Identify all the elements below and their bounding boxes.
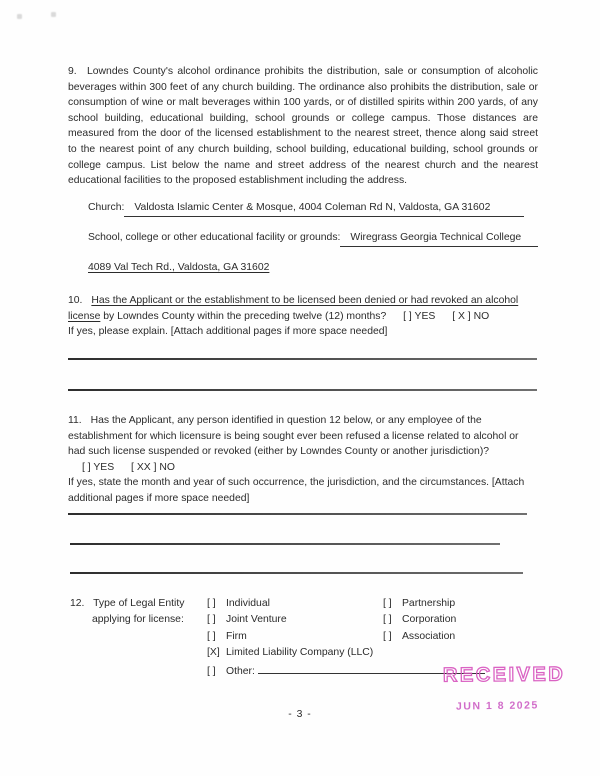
school-address-value: 4089 Val Tech Rd., Valdosta, GA 31602 [88,262,270,273]
received-stamp: RECEIVED [442,663,566,687]
checkbox-individual: [ ] [207,598,216,609]
question-9-number: 9. [68,66,77,77]
answer-line [70,543,500,545]
school-fill-row [88,230,538,247]
question-10-if-yes-text: If yes, please explain. [Attach additional pages if more space needed] [68,326,388,338]
legal-entity-option-association [383,629,533,645]
option-label: Joint Venture [226,614,287,626]
question-11-if-yes-text: If yes, state the month and year of such occurrence, the jurisdiction, and the circumstances. [Attach additional pages if more space needed] [68,477,525,504]
question-10-underlined-text: Has the Applicant or the establishment to be licensed been denied or had revoked an alcohol license [68,295,519,322]
question-10-paragraph [68,293,538,324]
answer-line [68,513,527,515]
question-10-yes-checkbox: [ ] YES [403,310,436,322]
option-label: Limited Liability Company (LLC) [226,647,374,659]
checkbox-corporation: [ ] [383,614,392,626]
question-11-paragraph [68,413,538,475]
question-12-number: 12. [70,598,85,609]
checkbox-partnership: [ ] [383,598,392,609]
school-label: School, college or other educational facility or grounds: [88,232,341,243]
answer-line [68,358,537,360]
question-12-label-line1: Type of Legal Entity [93,598,185,609]
question-10-rest-text: by Lowndes County within the preceding twelve (12) months? [103,310,387,322]
option-label: Corporation [402,614,457,626]
question-12-label [70,596,205,627]
question-12-label-line2: applying for license: [92,613,184,625]
question-10-no-checkbox: [ X ] NO [452,310,490,322]
option-label: Firm [226,630,247,642]
page-number: - 3 - [288,709,312,720]
option-label: Association [402,630,456,642]
received-stamp-date: JUN 1 8 2025 [455,699,539,713]
option-label: Partnership [402,598,456,609]
checkbox-firm: [ ] [207,630,216,642]
question-11-block [68,413,538,507]
question-11-text: Has the Applicant, any person identified in question 12 below, or any employee of the establishment for which licensure is being sought ever been refused a license related to alcohol or had such license suspended or revoked (either by Lowndes County or another jurisdiction)? [68,415,519,458]
question-11-yes-checkbox: [ ] YES [82,461,115,473]
question-10-number: 10. [68,295,83,306]
checkbox-llc-checked: [X] [207,647,220,659]
question-11-no-checkbox: [ XX ] NO [131,461,175,473]
question-12-column-2 [383,596,533,645]
legal-entity-option-partnership [383,596,533,612]
checkbox-joint-venture: [ ] [207,614,216,626]
question-11-number: 11. [68,415,82,426]
option-label: Individual [226,598,270,609]
scan-artifact [51,12,56,17]
answer-line [70,572,523,574]
option-label: Other: [226,665,255,677]
scan-artifact [17,14,22,19]
question-9-text: Lowndes County's alcohol ordinance prohibits the distribution, sale or consumption of alcoholic beverages within 300 feet of any church building. The ordinance also prohibits the distribution, sale or consumption of wine or malt beverages within 100 yards, or of distilled spirits within 200 yards, of any school building, educational building, school grounds or college campus. Those distances are measured from the door of the licensed establishment to the nearest street, thence along said street to the nearest point of any church building, school building, educational building, school grounds or college campus. List below the name and street address of the nearest church and the nearest educational facilities to the proposed establishment including the address. [68,66,538,187]
legal-entity-option-corporation [383,612,533,628]
checkbox-other: [ ] [207,665,216,677]
question-9-paragraph [68,64,538,189]
answer-line [68,389,537,391]
school-address-row [88,260,538,276]
question-10-block [68,293,538,340]
school-value: Wiregrass Georgia Technical College [340,230,538,247]
church-fill-row [88,200,524,217]
church-label: Church: [88,202,125,213]
church-value: Valdosta Islamic Center & Mosque, 4004 Coleman Rd N, Valdosta, GA 31602 [124,200,524,217]
legal-entity-option-llc-checked [207,645,517,661]
checkbox-association: [ ] [383,630,392,642]
